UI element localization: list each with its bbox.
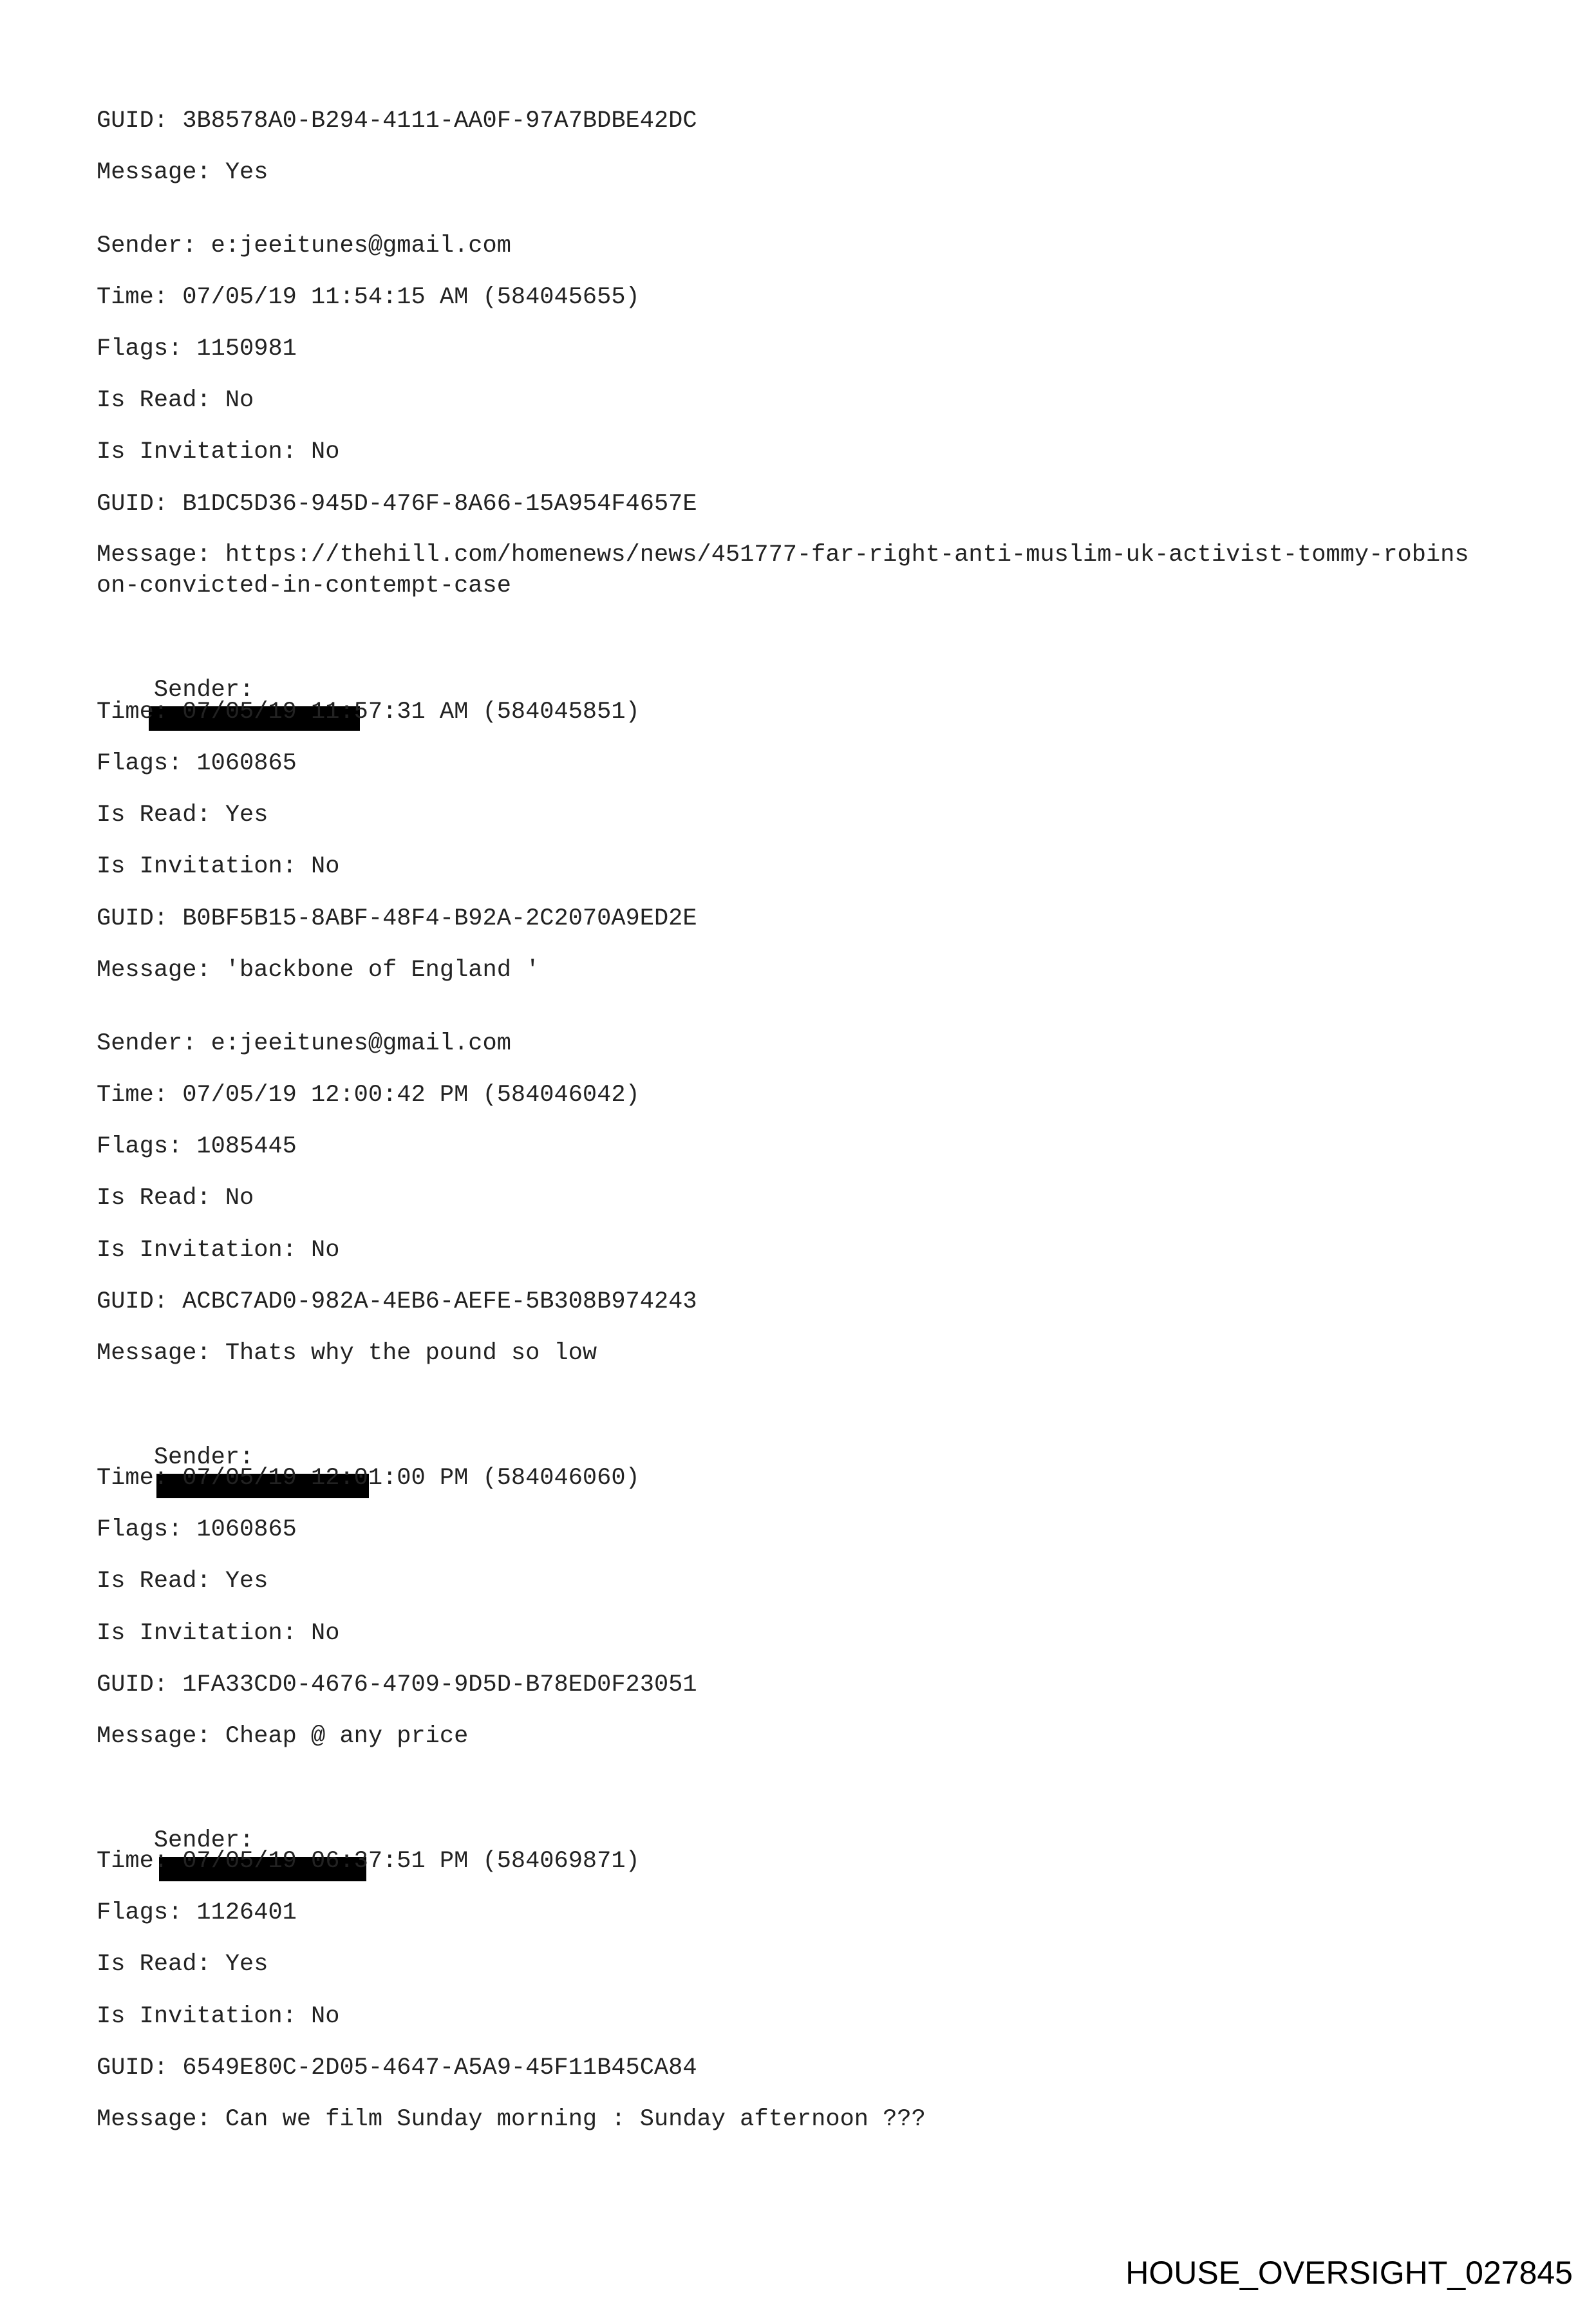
time-line: Time: 07/05/19 12:00:42 PM (584046042) (97, 1082, 640, 1109)
guid-line: GUID: 6549E80C-2D05-4647-A5A9-45F11B45CA84 (97, 2054, 697, 2082)
is-invitation-line: Is Invitation: No (97, 853, 340, 880)
is-read-line: Is Read: No (97, 387, 254, 414)
message-line: Message: Thats why the pound so low (97, 1340, 597, 1367)
is-read-line: Is Read: No (97, 1185, 254, 1212)
is-invitation-line: Is Invitation: No (97, 1237, 340, 1264)
flags-line: Flags: 1085445 (97, 1133, 297, 1160)
guid-line: GUID: B0BF5B15-8ABF-48F4-B92A-2C2070A9ED2E (97, 905, 697, 932)
sender-label: Sender: (153, 1827, 254, 1854)
message-line: Message: Yes (97, 159, 268, 186)
sender-line: Sender: e:jeeitunes@gmail.com (97, 232, 511, 259)
flags-line: Flags: 1060865 (97, 1516, 297, 1543)
sender-line (97, 644, 360, 704)
sender-line: Sender: e:jeeitunes@gmail.com (97, 1030, 511, 1057)
is-invitation-line: Is Invitation: No (97, 438, 340, 465)
guid-line: GUID: ACBC7AD0-982A-4EB6-AEFE-5B308B974243 (97, 1288, 697, 1315)
flags-line: Flags: 1150981 (97, 335, 297, 362)
sender-label: Sender: (153, 677, 254, 704)
sender-line (97, 1794, 366, 1854)
is-read-line: Is Read: Yes (97, 802, 268, 829)
message-line: Message: Can we film Sunday morning : Sunday afternoon ??? (97, 2106, 926, 2133)
is-read-line: Is Read: Yes (97, 1951, 268, 1978)
is-read-line: Is Read: Yes (97, 1568, 268, 1595)
sender-label: Sender: (153, 1444, 254, 1471)
guid-line: GUID: 3B8578A0-B294-4111-AA0F-97A7BDBE42DC (97, 108, 697, 135)
flags-line: Flags: 1126401 (97, 1899, 297, 1926)
message-line: Message: Cheap @ any price (97, 1723, 469, 1750)
time-line: Time: 07/05/19 12:01:00 PM (584046060) (97, 1465, 640, 1492)
message-line: Message: https://thehill.com/homenews/news/451777-far-right-anti-muslim-uk-activist-tommy-robinson-convicted-in-contempt-case (97, 541, 1469, 599)
is-invitation-line: Is Invitation: No (97, 2003, 340, 2030)
time-line: Time: 07/05/19 11:54:15 AM (584045655) (97, 284, 640, 311)
bates-number: HOUSE_OVERSIGHT_027845 (1125, 2255, 1573, 2291)
guid-line: GUID: 1FA33CD0-4676-4709-9D5D-B78ED0F23051 (97, 1671, 697, 1698)
time-line: Time: 07/05/19 06:37:51 PM (584069871) (97, 1848, 640, 1875)
flags-line: Flags: 1060865 (97, 750, 297, 777)
sender-line (97, 1411, 369, 1471)
message-line: Message: 'backbone of England ' (97, 957, 540, 984)
time-line: Time: 07/05/19 11:57:31 AM (584045851) (97, 699, 640, 726)
guid-line: GUID: B1DC5D36-945D-476F-8A66-15A954F4657E (97, 491, 697, 518)
is-invitation-line: Is Invitation: No (97, 1620, 340, 1647)
